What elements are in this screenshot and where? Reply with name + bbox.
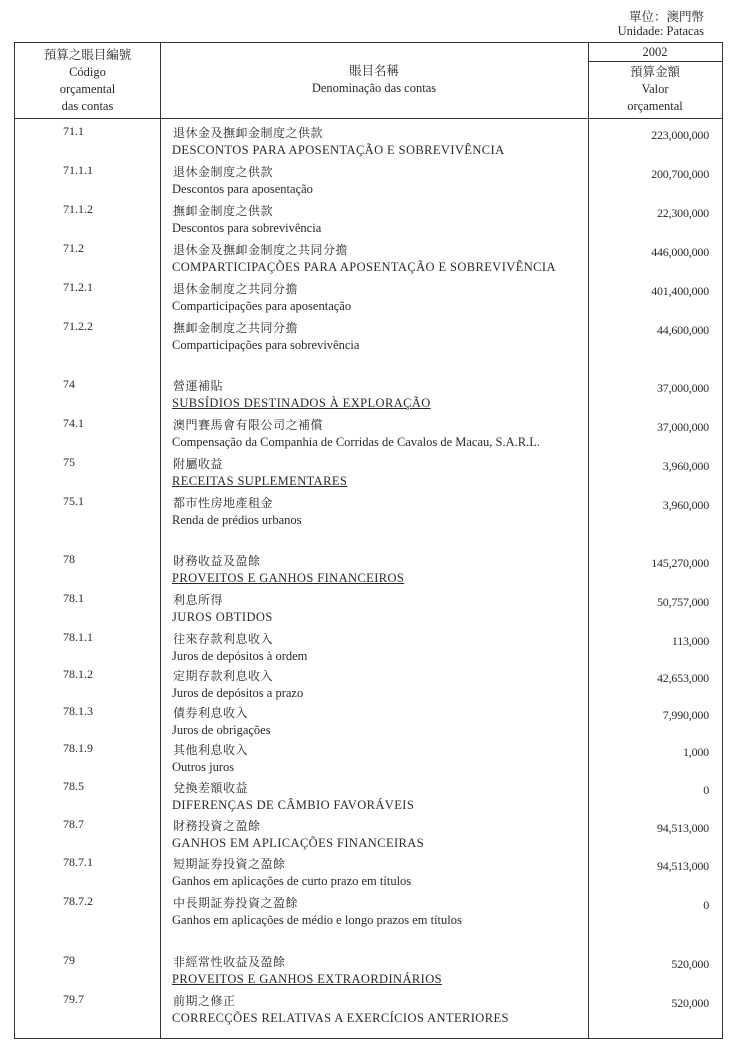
account-name-pt: RECEITAS SUPLEMENTARES — [172, 474, 348, 488]
account-name-pt: CORRECÇÕES RELATIVAS A EXERCÍCIOS ANTERIORES — [172, 1011, 509, 1025]
budget-amount: 22,300,000 — [656, 206, 709, 220]
account-name-zh: 往來存款利息收入 — [173, 632, 274, 646]
header-account-name — [160, 63, 588, 97]
header-value-pt-1: Valor — [641, 82, 669, 96]
account-name-zh: 兌換差額收益 — [173, 781, 249, 795]
account-name-pt: COMPARTICIPAÇÕES PARA APOSENTAÇÃO E SOBREVIVÊNCIA — [172, 260, 556, 274]
budget-amount: 37,000,000 — [656, 420, 709, 434]
account-name-zh: 都市性房地產租金 — [173, 496, 274, 510]
header-code-pt-3: das contas — [61, 99, 114, 113]
unit-label-chinese: 單位：澳門幣 — [628, 10, 704, 24]
account-name-zh: 非經常性收益及盈餘 — [173, 955, 286, 969]
account-name-pt: GANHOS EM APLICAÇÕES FINANCEIRAS — [172, 836, 425, 850]
account-code: 79.7 — [63, 992, 84, 1006]
account-code: 78.1 — [63, 591, 84, 605]
account-code: 78.1.9 — [63, 741, 93, 755]
account-name-pt: Comparticipações para sobrevivência — [172, 338, 360, 352]
budget-amount: 3,960,000 — [662, 498, 709, 512]
account-code: 78.7 — [63, 817, 84, 831]
account-name-zh: 退休金制度之供款 — [173, 165, 274, 179]
account-code: 78.5 — [63, 779, 84, 793]
account-code: 71.1.1 — [63, 163, 93, 177]
account-name-pt: PROVEITOS E GANHOS EXTRAORDINÁRIOS — [172, 972, 442, 986]
account-code: 78.1.1 — [63, 630, 93, 644]
budget-amount: 3,960,000 — [662, 459, 709, 473]
account-name-pt: Ganhos em aplicações de médio e longo prazos em títulos — [172, 913, 462, 927]
account-code: 71.1 — [63, 124, 84, 138]
account-name-pt: Juros de depósitos à ordem — [172, 649, 308, 663]
budget-amount: 44,600,000 — [656, 323, 709, 337]
header-year: 2002 — [642, 45, 668, 59]
account-name-pt: Juros de depósitos a prazo — [172, 686, 304, 700]
budget-amount: 401,400,000 — [651, 284, 709, 298]
account-code: 78.1.3 — [63, 704, 93, 718]
account-name-pt: Compensação da Companhia de Corridas de Cavalos de Macau, S.A.R.L. — [172, 435, 540, 449]
budget-amount: 145,270,000 — [651, 556, 709, 570]
account-name-pt: JUROS OBTIDOS — [172, 610, 273, 624]
account-code: 78.7.1 — [63, 855, 93, 869]
account-code: 71.1.2 — [63, 202, 93, 216]
account-code: 79 — [63, 953, 75, 967]
budget-amount: 520,000 — [671, 957, 709, 971]
budget-amount: 113,000 — [671, 634, 709, 648]
header-budget-value — [588, 64, 722, 115]
account-code: 78 — [63, 552, 75, 566]
account-code: 78.7.2 — [63, 894, 93, 908]
header-divider — [15, 118, 722, 119]
header-code-zh: 預算之賬目編號 — [43, 48, 132, 62]
budget-amount: 37,000,000 — [656, 381, 709, 395]
header-value-zh: 預算金額 — [629, 65, 680, 79]
budget-amount: 200,700,000 — [651, 167, 709, 181]
account-name-zh: 退休金及撫卹金制度之共同分擔 — [173, 243, 349, 257]
account-name-zh: 短期証券投資之盈餘 — [173, 857, 286, 871]
account-code: 78.1.2 — [63, 667, 93, 681]
account-code: 75.1 — [63, 494, 84, 508]
column-divider — [588, 43, 589, 1038]
account-name-pt: Juros de obrigações — [172, 723, 271, 737]
budget-amount: 1,000 — [682, 745, 709, 759]
account-name-pt: SUBSÍDIOS DESTINADOS À EXPLORAÇÃO — [172, 396, 431, 410]
budget-amount: 446,000,000 — [651, 245, 709, 259]
header-account-code — [15, 47, 160, 115]
account-name-pt: Outros juros — [172, 760, 235, 774]
account-name-zh: 定期存款利息收入 — [173, 669, 274, 683]
budget-amount: 520,000 — [671, 996, 709, 1010]
budget-amount: 223,000,000 — [651, 128, 709, 142]
budget-amount: 94,513,000 — [656, 821, 709, 835]
budget-amount: 94,513,000 — [656, 859, 709, 873]
account-name-zh: 澳門賽馬會有限公司之補償 — [173, 418, 324, 432]
account-name-pt: DIFERENÇAS DE CÂMBIO FAVORÁVEIS — [172, 798, 415, 812]
budget-amount: 0 — [703, 898, 709, 912]
account-name-zh: 利息所得 — [173, 593, 224, 607]
account-name-zh: 退休金及撫卹金制度之供款 — [173, 126, 324, 140]
account-name-zh: 附屬收益 — [173, 457, 224, 471]
account-name-zh: 財務投資之盈餘 — [173, 819, 261, 833]
account-code: 71.2.1 — [63, 280, 93, 294]
account-name-zh: 其他利息收入 — [173, 743, 249, 757]
account-name-pt: Descontos para sobrevivência — [172, 221, 322, 235]
account-name-zh: 債券利息收入 — [173, 706, 249, 720]
header-name-pt: Denominação das contas — [311, 81, 437, 95]
account-code: 71.2 — [63, 241, 84, 255]
account-code: 74.1 — [63, 416, 84, 430]
header-name-zh: 賬目名稱 — [348, 64, 399, 78]
account-name-pt: DESCONTOS PARA APOSENTAÇÃO E SOBREVIVÊNCIA — [172, 143, 505, 157]
budget-amount: 50,757,000 — [656, 595, 709, 609]
account-name-pt: Ganhos em aplicações de curto prazo em títulos — [172, 874, 412, 888]
budget-amount: 42,653,000 — [656, 671, 709, 685]
account-name-zh: 前期之修正 — [173, 994, 236, 1008]
account-name-zh: 中長期証券投資之盈餘 — [173, 896, 299, 910]
account-name-pt: Comparticipações para aposentação — [172, 299, 352, 313]
column-divider — [160, 43, 161, 1038]
header-code-pt-2: orçamental — [59, 82, 116, 96]
account-name-zh: 撫卹金制度之供款 — [173, 204, 274, 218]
budget-amount: 0 — [703, 783, 709, 797]
account-name-pt: Renda de prédios urbanos — [172, 513, 302, 527]
budget-table — [14, 42, 723, 1039]
account-name-zh: 退休金制度之共同分擔 — [173, 282, 299, 296]
unit-label-portuguese: Unidade: Patacas — [617, 24, 704, 38]
account-name-pt: PROVEITOS E GANHOS FINANCEIROS — [172, 571, 405, 585]
account-name-zh: 財務收益及盈餘 — [173, 554, 261, 568]
account-name-pt: Descontos para aposentação — [172, 182, 313, 196]
header-value-pt-2: orçamental — [627, 99, 683, 113]
year-divider — [588, 61, 722, 62]
header-code-pt-1: Código — [69, 65, 106, 79]
account-code: 74 — [63, 377, 75, 391]
budget-amount: 7,990,000 — [662, 708, 709, 722]
account-code: 71.2.2 — [63, 319, 93, 333]
account-code: 75 — [63, 455, 75, 469]
account-name-zh: 撫卹金制度之共同分擔 — [173, 321, 299, 335]
account-name-zh: 營運補貼 — [173, 379, 224, 393]
